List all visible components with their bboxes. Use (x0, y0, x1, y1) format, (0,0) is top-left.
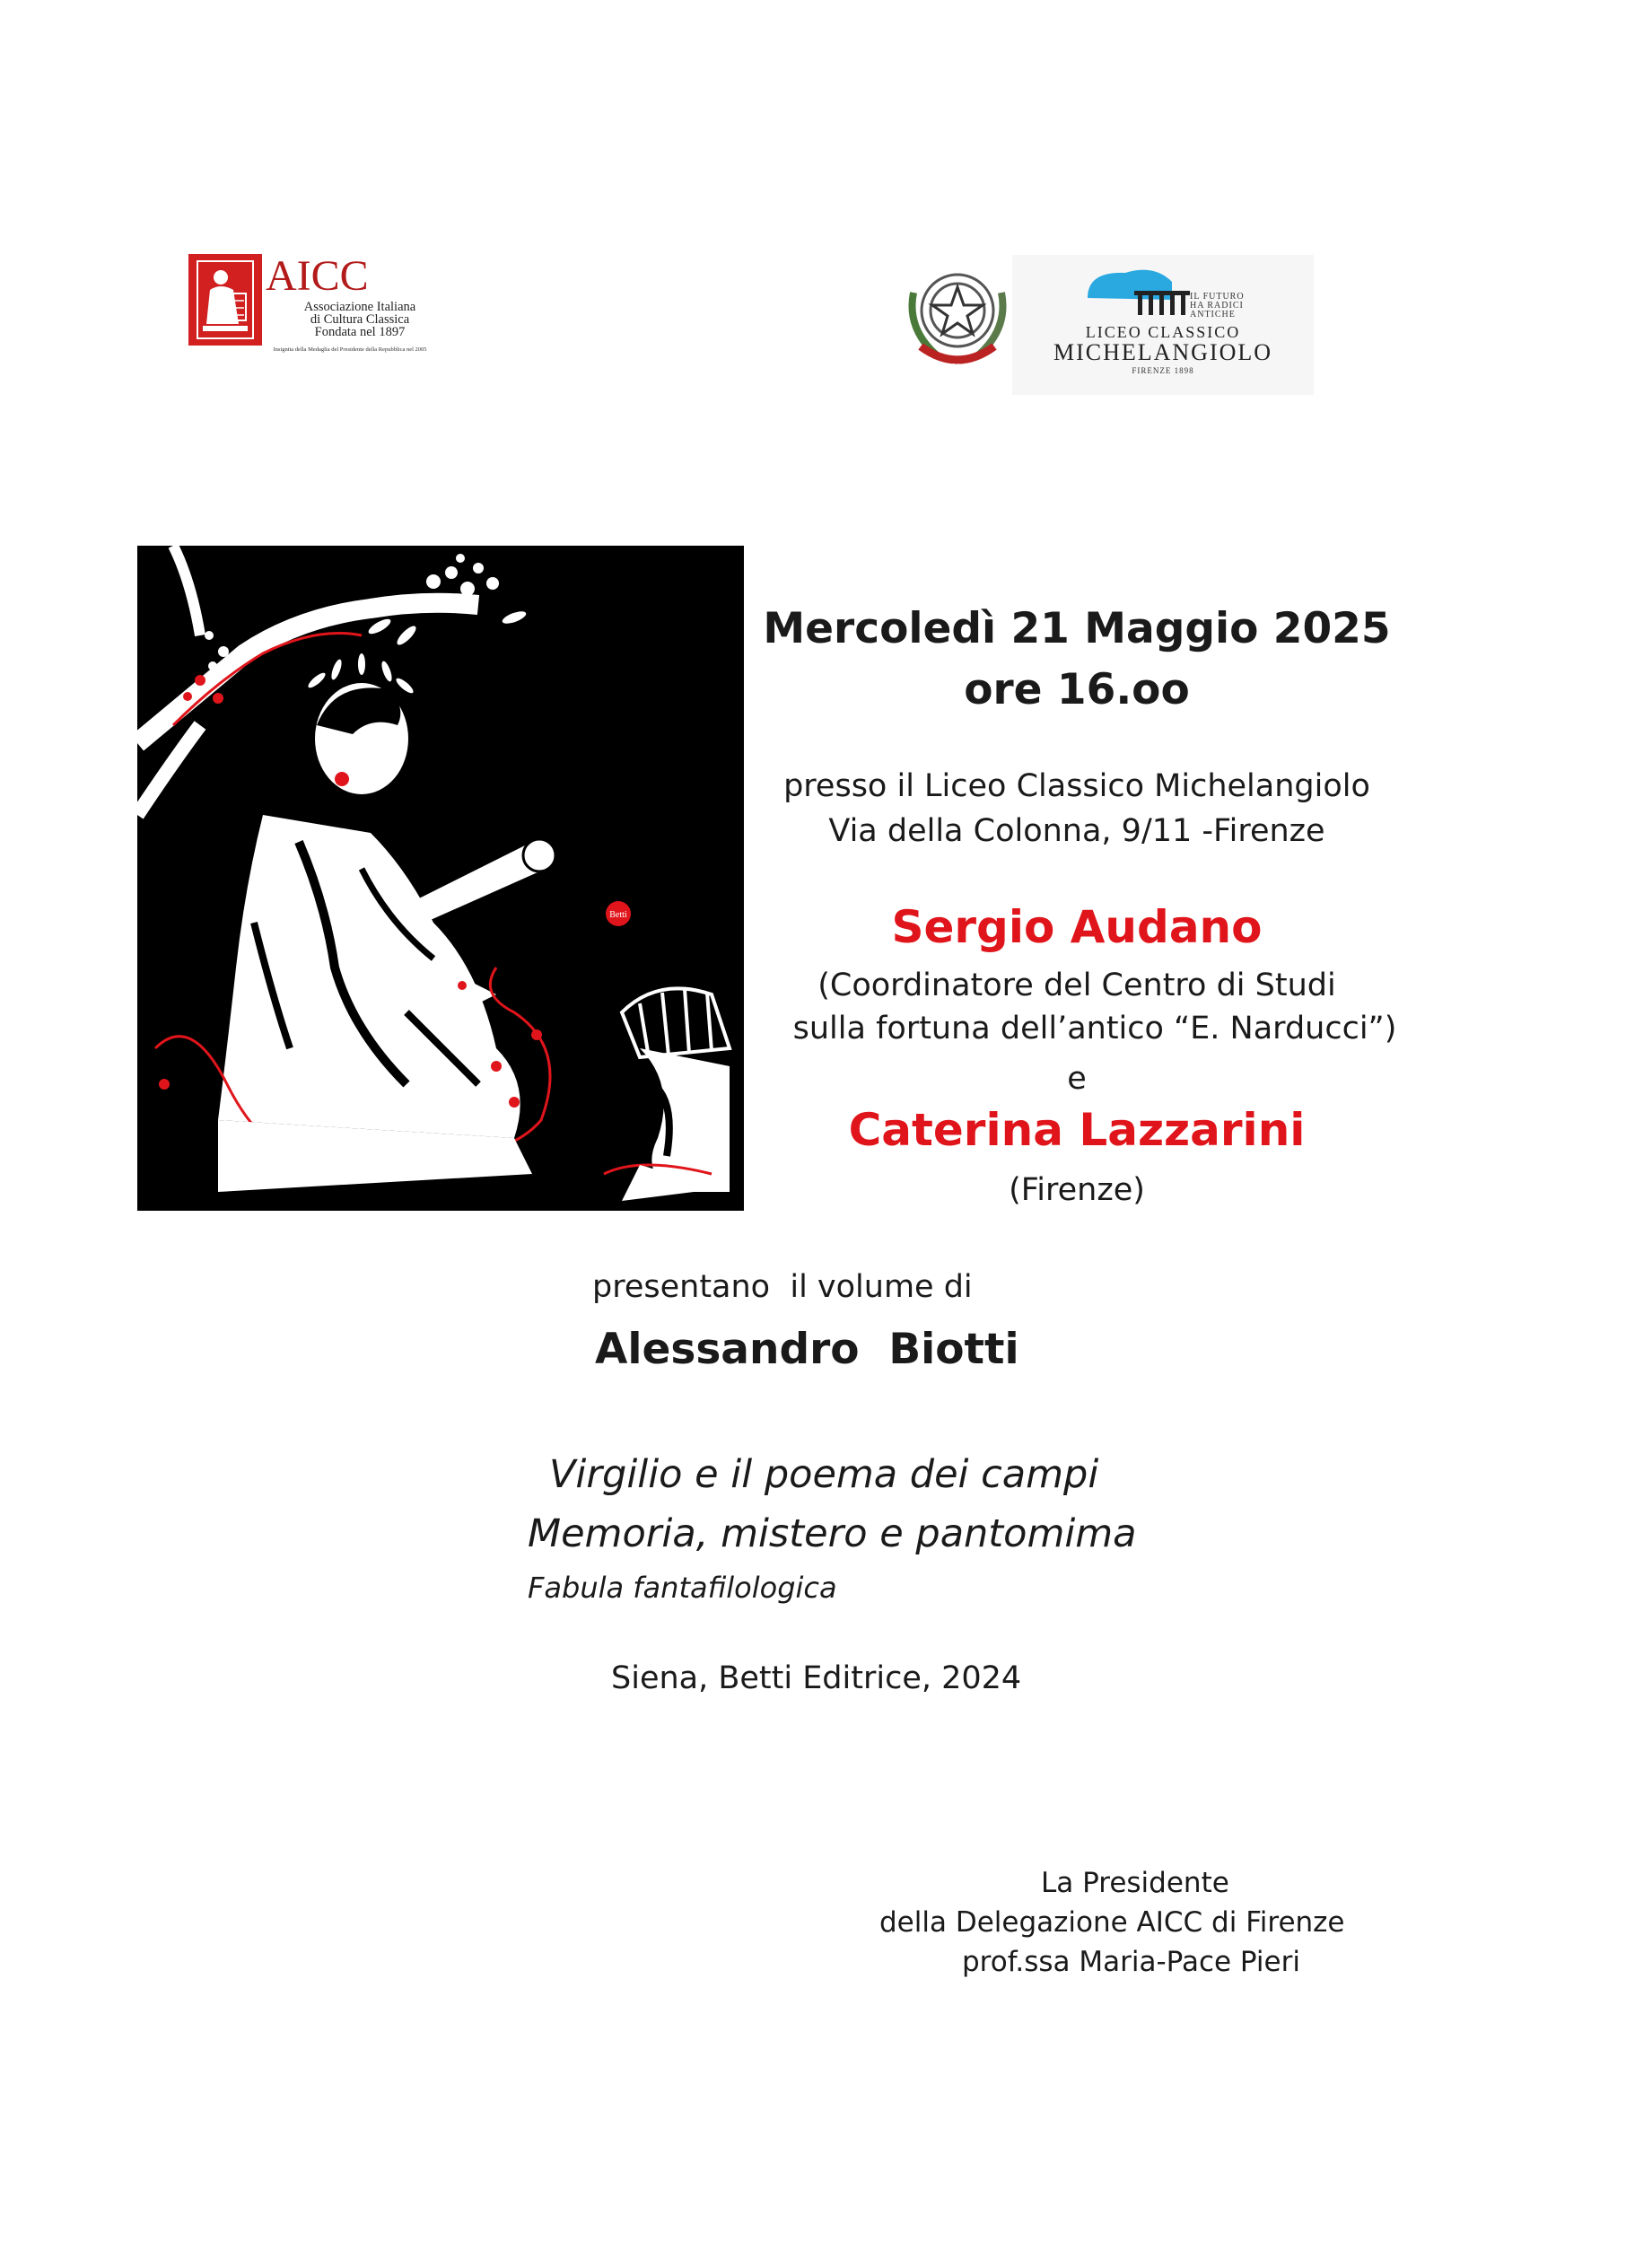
signature-name: prof.ssa Maria-Pace Pieri (962, 1946, 1300, 1978)
aicc-line-3: Fondata nel 1897 (314, 325, 406, 339)
speaker-2-name: Caterina Lazzarini (848, 1104, 1306, 1156)
liceo-michelangiolo-logo (1012, 255, 1314, 395)
michelangiolo-liceo-label: LICEO CLASSICO (1085, 323, 1241, 341)
speaker-1-role-line-1: (Coordinatore del Centro di Studi (817, 968, 1336, 1003)
event-address: Via della Colonna, 9/11 -Firenze (828, 813, 1325, 849)
aicc-line-1: Associazione Italiana (303, 300, 416, 314)
cover-publisher-mark: Betti (609, 910, 627, 920)
michelangiolo-cloud-icon (1082, 264, 1208, 327)
speaker-1-name: Sergio Audano (891, 901, 1263, 953)
aicc-fine-print: Insignita della Medaglia del Presidente della Repubblica nel 2005 (273, 346, 427, 353)
aicc-logo (188, 252, 440, 353)
book-intro: presentano il volume di (592, 1269, 973, 1305)
book-publisher: Siena, Betti Editrice, 2024 (611, 1660, 1022, 1696)
michelangiolo-city: FIRENZE 1898 (1132, 366, 1194, 375)
tagline-line-2: HA RADICI (1190, 301, 1244, 311)
book-subtitle: Fabula fantafilologica (528, 1571, 837, 1605)
speaker-2-city: (Firenze) (1009, 1172, 1145, 1208)
tagline-line-3: ANTICHE (1190, 310, 1236, 320)
event-date: Mercoledì 21 Maggio 2025 (763, 604, 1391, 653)
aicc-line-2: di Cultura Classica (310, 312, 410, 327)
republic-emblem-label: REPUBBLICA ITALIANA (914, 363, 1001, 370)
tagline-line-1: IL FUTURO (1190, 292, 1245, 302)
event-venue: presso il Liceo Classico Michelangiolo (783, 768, 1370, 804)
michelangiolo-name: MICHELANGIOLO (1053, 339, 1273, 365)
signature-delegation: della Delegazione AICC di Firenze (879, 1906, 1345, 1939)
aicc-emblem-icon (188, 254, 262, 346)
aicc-logo-subtitle (275, 301, 445, 338)
signature-title: La Presidente (1041, 1867, 1229, 1899)
michelangiolo-tagline (1190, 293, 1289, 320)
event-time: ore 16.oo (964, 665, 1190, 714)
book-title-line-2: Memoria, mistero e pantomima (528, 1511, 1137, 1556)
speaker-1-role-line-2: sulla fortuna dell’antico “E. Narducci”) (792, 1011, 1397, 1046)
aicc-logo-name: AICC (266, 252, 369, 300)
speakers-conjunction: e (1067, 1061, 1087, 1097)
republic-emblem-icon (901, 257, 1014, 373)
book-author: Alessandro Biotti (595, 1325, 1019, 1374)
book-title-line-1: Virgilio e il poema dei campi (549, 1452, 1099, 1497)
